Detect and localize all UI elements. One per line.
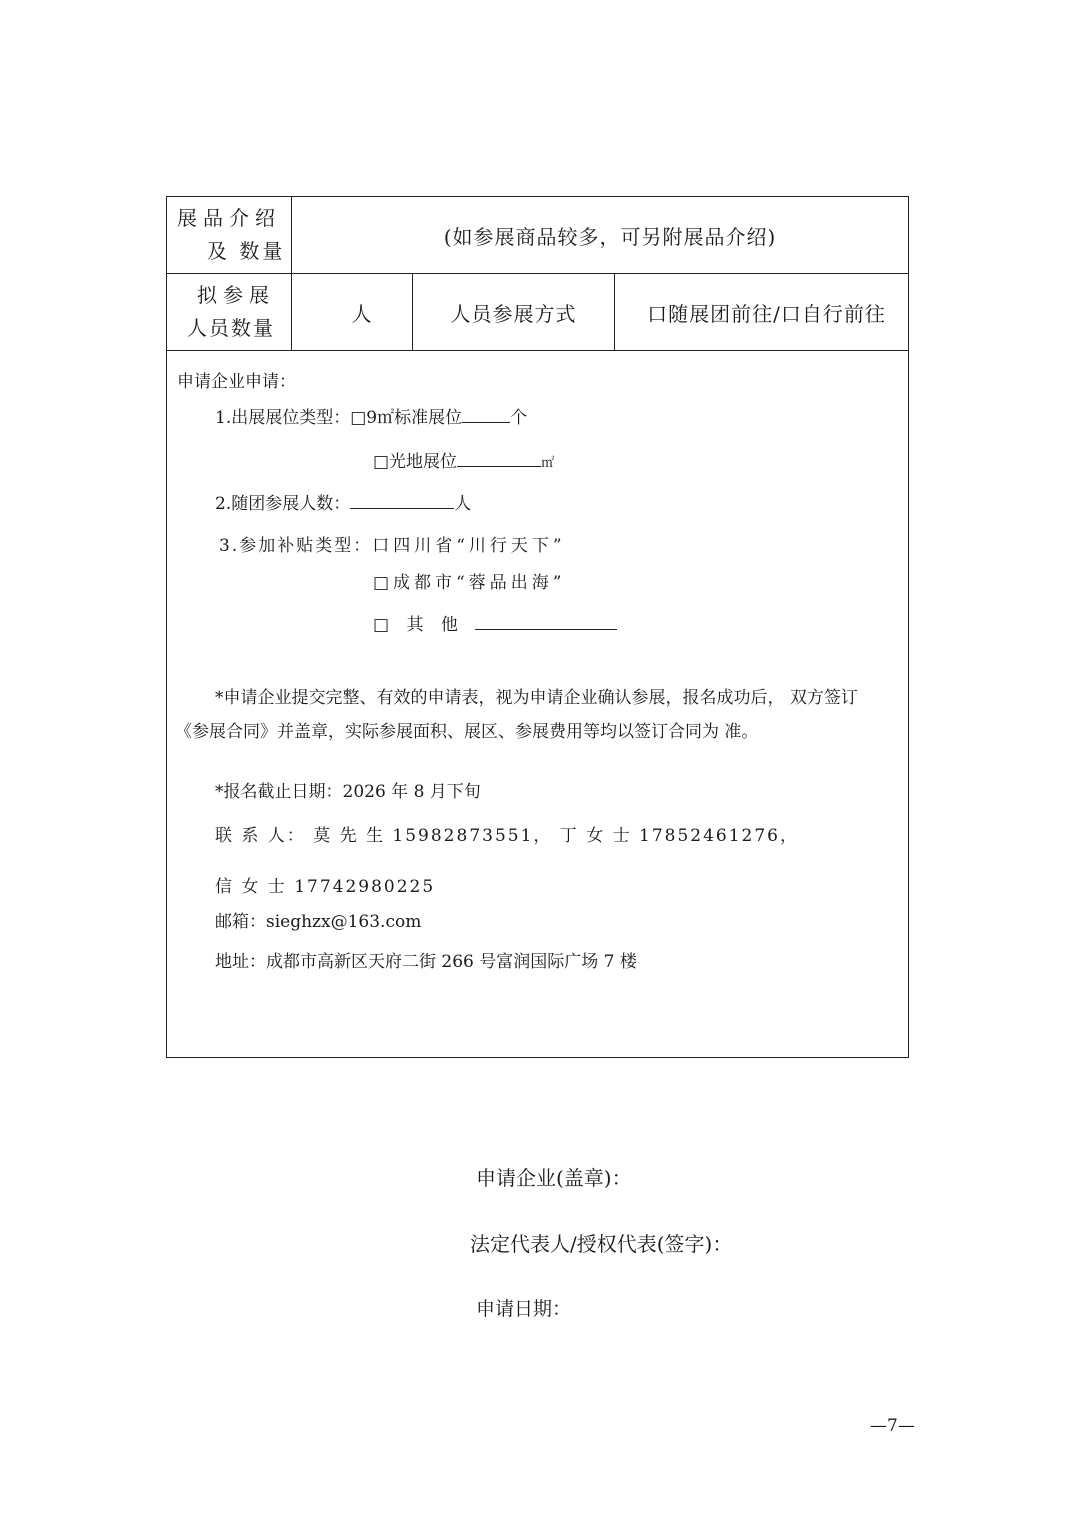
staff-count-unit[interactable]: 人 <box>292 274 413 351</box>
exhibit-label-cell <box>167 197 292 274</box>
raw-space-checkbox[interactable]: □光地展位 <box>373 452 458 472</box>
subsidy-sichuan-checkbox[interactable]: 口四川省“川行天下” <box>372 536 566 556</box>
raw-space-unit: ㎡ <box>541 456 555 471</box>
subsidy-other-line <box>373 610 617 635</box>
subsidy-type-prefix: 3.参加补贴类型： <box>219 536 373 556</box>
subsidy-chengdu-checkbox[interactable]: □成都市“蓉品出海” <box>373 573 566 593</box>
application-date-label: 申请日期： <box>476 1298 572 1320</box>
raw-space-area-blank[interactable] <box>457 450 541 467</box>
contact-line-2: 信 女 士 17742980225 <box>215 877 436 897</box>
staff-label-line1: 拟参展 <box>197 283 275 307</box>
exhibit-note[interactable]: (如参展商品较多，可另附展品介绍) <box>292 197 909 274</box>
standard-booth-unit: 个 <box>510 408 528 428</box>
application-heading: 申请企业申请： <box>177 372 296 392</box>
staff-label-line2: 人员数量 <box>187 316 275 340</box>
subsidy-type-line <box>219 531 566 556</box>
exhibit-label-line1: 展品介绍 <box>177 206 281 230</box>
contact-line-1: 联 系 人： 莫 先 生 15982873551， 丁 女 士 17852461276， <box>215 826 799 846</box>
exhibit-row <box>167 197 909 274</box>
page-number: —7— <box>870 1416 915 1436</box>
standard-booth-count-blank[interactable] <box>462 406 510 423</box>
standard-booth-checkbox[interactable]: □9㎡标准展位 <box>350 408 463 428</box>
staff-row <box>167 274 909 351</box>
subsidy-other-checkbox[interactable]: □ 其 他 <box>373 615 464 635</box>
subsidy-other-blank[interactable] <box>475 613 617 630</box>
address-text: 地址：成都市高新区天府二街 266 号富润国际广场 7 楼 <box>215 952 637 972</box>
notice-paragraph: *申请企业提交完整、有效的申请表，视为申请企业确认参展，报名成功后， 双方签订《参展合同》并盖章，实际参展面积、展区、参展费用等均以签订合同为 准。 <box>175 688 858 742</box>
application-cell <box>167 351 909 1058</box>
group-count-line <box>215 489 471 514</box>
staff-mode-options[interactable]: 口随展团前往/口自行前往 <box>615 274 909 351</box>
group-count-blank[interactable] <box>350 492 454 509</box>
staff-label-cell <box>167 274 292 351</box>
application-form-table <box>166 196 909 1058</box>
exhibit-label-line2: 及 数量 <box>207 239 286 263</box>
booth-type-line <box>215 403 527 428</box>
deadline-text: *报名截止日期：2026 年 8 月下旬 <box>215 782 481 802</box>
application-row <box>167 351 909 1058</box>
representative-signature-label: 法定代表人/授权代表(签字)： <box>470 1232 733 1256</box>
raw-space-line <box>373 447 554 472</box>
group-count-unit: 人 <box>454 494 472 514</box>
staff-mode-label: 人员参展方式 <box>413 274 615 351</box>
email-text: 邮箱：sieghzx@163.com <box>215 912 422 932</box>
group-count-prefix: 2.随团参展人数： <box>215 494 351 514</box>
booth-type-prefix: 1.出展展位类型： <box>215 408 351 428</box>
company-seal-label: 申请企业(盖章)： <box>476 1166 632 1190</box>
